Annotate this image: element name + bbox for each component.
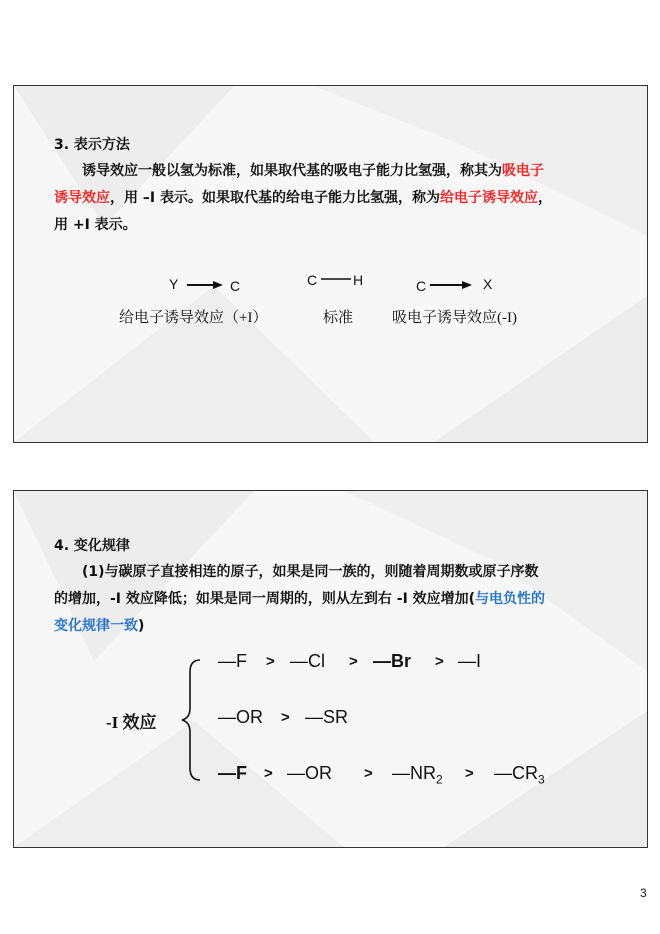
greater-than: > xyxy=(264,765,273,782)
effect-label: -I 效应 xyxy=(106,713,157,732)
bond-line xyxy=(319,276,353,282)
section-title: 3. 表示方法 xyxy=(54,137,130,153)
acceptor-left-atom: C xyxy=(416,278,427,294)
para-text: 诱导效应一般以氢为标准，如果取代基的吸电子能力比氢强，称其为 xyxy=(82,163,502,179)
group-item: —OR xyxy=(287,763,332,783)
group-item: $—CR_3$ xyxy=(494,763,545,787)
donor-label: 给电子诱导效应（+I） xyxy=(119,310,268,326)
para-text: ) xyxy=(138,618,145,634)
highlight-blue: 变化规律一致 xyxy=(54,618,138,634)
intro-paragraph xyxy=(54,158,614,239)
slide-variation-rules xyxy=(13,490,648,848)
para-text: (1)与碳原子直接相连的原子，如果是同一族的，则随着周期数或原子序数 xyxy=(82,564,539,580)
order-row xyxy=(14,763,647,789)
group-item: —I xyxy=(458,651,482,671)
acceptor-right-atom: X xyxy=(483,276,493,292)
greater-than: > xyxy=(266,653,275,670)
group-item: —SR xyxy=(305,707,349,727)
order-row xyxy=(14,707,647,731)
std-right-atom: H xyxy=(353,272,364,288)
acceptor-label: 吸电子诱导效应(-I) xyxy=(392,310,517,326)
standard-label: 标准 xyxy=(323,310,354,326)
std-left-atom: C xyxy=(307,272,318,288)
donor-right-atom: C xyxy=(230,278,241,294)
greater-than: > xyxy=(465,765,474,782)
para-text: 的增加，-I 效应降低；如果是同一周期的，则从左到右 -I 效应增加( xyxy=(54,591,476,607)
para-text: ， xyxy=(537,190,552,206)
group-item: $—NR_2$ xyxy=(392,763,443,787)
greater-than: > xyxy=(364,765,373,782)
group-item: —OR xyxy=(218,707,263,727)
group-item: —Br xyxy=(373,651,412,671)
rules-paragraph xyxy=(54,559,614,640)
highlight-red: 吸电子 xyxy=(502,163,544,179)
group-item: —F xyxy=(218,651,247,671)
donor-left-atom: Y xyxy=(169,276,179,292)
page-number: 3 xyxy=(640,886,647,900)
section-title: 4. 变化规律 xyxy=(54,538,130,554)
greater-than: > xyxy=(435,653,444,670)
greater-than: > xyxy=(349,653,358,670)
highlight-blue: 与电负性的 xyxy=(475,591,546,607)
order-row xyxy=(14,651,647,675)
para-text: 用 +I 表示。 xyxy=(54,217,137,233)
slide-representation xyxy=(13,85,648,443)
arrow-right-icon xyxy=(185,279,225,291)
para-text: ，用 –I 表示。如果取代基的给电子能力比氢强，称为 xyxy=(110,190,440,206)
highlight-red: 诱导效应 xyxy=(54,190,110,206)
group-item: —F xyxy=(218,763,247,783)
group-item: —Cl xyxy=(290,651,325,671)
highlight-red: 给电子诱导效应 xyxy=(439,190,538,206)
arrow-right-icon xyxy=(428,279,474,291)
greater-than: > xyxy=(281,709,290,726)
